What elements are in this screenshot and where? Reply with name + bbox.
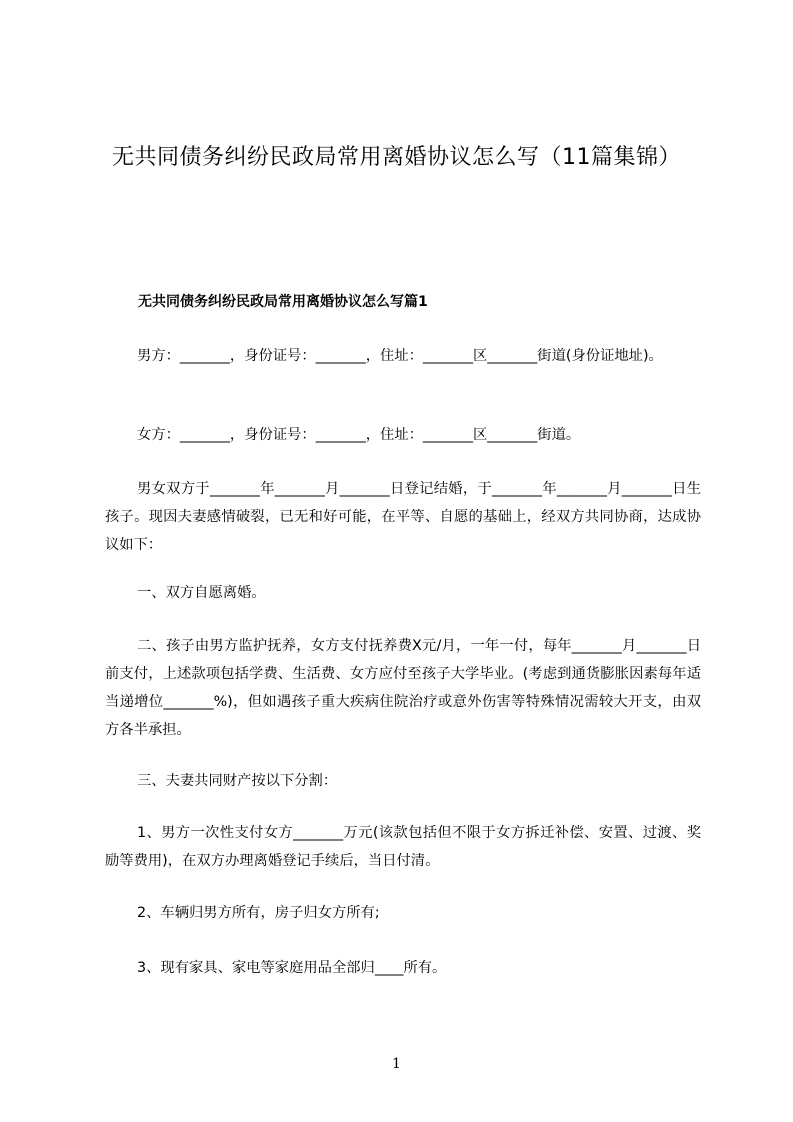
document-title: 无共同债务纠纷民政局常用离婚协议怎么写（11篇集锦） bbox=[112, 145, 681, 170]
paragraph-property-1: 1、男方一次性支付女方_______万元(该款包括但不限于女方拆迁补偿、安置、过渡、奖励等费用)，在双方办理离婚登记手续后，当日付清。 bbox=[105, 825, 701, 869]
section-heading: 无共同债务纠纷民政局常用离婚协议怎么写篇1 bbox=[138, 294, 428, 310]
paragraph-property-3: 3、现有家具、家电等家庭用品全部归____所有。 bbox=[137, 960, 447, 976]
paragraph-clause-3: 三、夫妻共同财产按以下分割： bbox=[137, 773, 338, 789]
paragraph-marriage-info: 男女双方于_______年_______月_______日登记结婚，于_______年_______月_______日生孩子。现因夫妻感情破裂，已无和好可能，在平等、自愿的基础上，经双方共同协商，达成协议如下： bbox=[105, 481, 701, 553]
paragraph-husband-info: 男方：_______，身份证号：_______，住址：_______区_______街道(身份证地址)。 bbox=[137, 348, 663, 364]
paragraph-clause-1: 一、双方自愿离婚。 bbox=[137, 585, 266, 601]
paragraph-clause-2: 二、孩子由男方监护抚养，女方支付抚养费X元/月，一年一付，每年_______月_______日前支付，上述款项包括学费、生活费、女方应付至孩子大学毕业。(考虑到通货膨胀因素每年适当递增位_______%)，但如遇孩子重大疾病住院治疗或意外伤害等特殊情况需较大开支，由双方各半承担。 bbox=[105, 638, 701, 738]
paragraph-wife-info: 女方：_______，身份证号：_______，住址：_______区_______街道。 bbox=[137, 427, 581, 443]
paragraph-property-2: 2、车辆归男方所有，房子归女方所有; bbox=[137, 905, 380, 921]
page-number: 1 bbox=[392, 1056, 401, 1072]
